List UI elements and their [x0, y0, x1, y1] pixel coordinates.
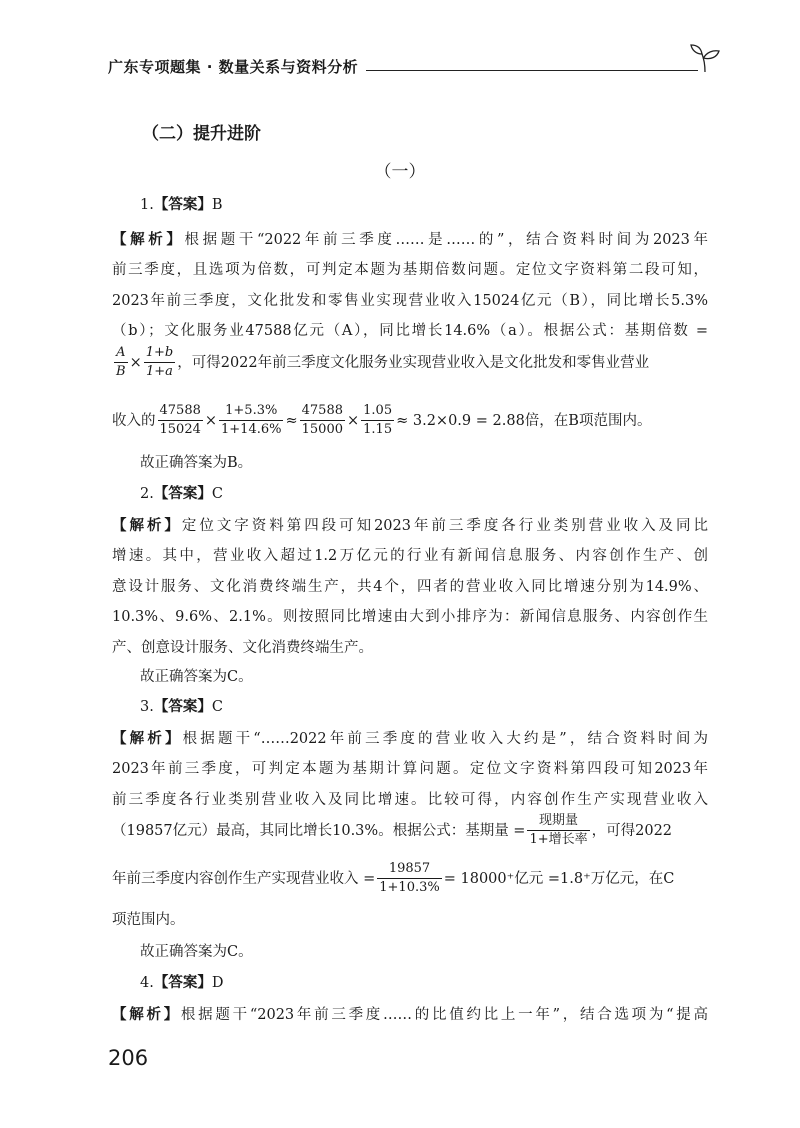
q2-analysis-label: 【解析】	[112, 518, 182, 534]
q3-answer: C	[211, 699, 223, 715]
q1-times-sign: ×	[129, 354, 142, 371]
q1-calc-frac-2: $\frac{1+5.3\%}{1+14.6\%}$	[221, 403, 282, 438]
sub-title: （一）	[374, 162, 426, 182]
q1-calc-suffix: ≈ 3.2×0.9 = 2.88倍，在B项范围内。	[396, 412, 652, 429]
q3-analysis-line-2: 2023年前三季度，可判定本题为基期计算问题。定位文字资料第四段可知2023年	[112, 761, 708, 777]
q4-analysis-text-1: 根据题干“2023年前三季度……的比值约比上一年”，结合选项为“提高	[180, 1007, 708, 1023]
q1-answer-line	[140, 193, 223, 214]
q1-answer-label: 【答案】	[153, 197, 212, 213]
header-rule	[366, 70, 698, 71]
sprout-icon	[688, 42, 722, 76]
q1-analysis-line-4: （b）；文化服务业47588亿元（A），同比增长14.6%（a）。根据公式：基期倍数 =	[112, 323, 708, 339]
q1-calc-approx: ≈	[285, 412, 298, 429]
q1-analysis-line-2: 前三季度，且选项为倍数，可判定本题为基期倍数问题。定位文字资料第二段可知，	[112, 262, 708, 278]
q4-answer-label: 【答案】	[153, 975, 212, 991]
q3-calc-text: 年前三季度内容创作生产实现营业收入 =	[112, 870, 376, 887]
q1-calc-prefix: 收入的	[112, 412, 156, 429]
q1-formula-line	[112, 345, 649, 381]
q3-conclusion: 故正确答案为C。	[140, 944, 253, 960]
q1-fraction-a-b: $\frac{A}{B}$	[116, 345, 126, 380]
q1-calc-times-1: ×	[204, 412, 218, 429]
q3-calc-frac: $\frac{19857}{1+10.3\%}$	[379, 861, 440, 896]
section-title: （二）提升进阶	[142, 124, 261, 144]
q2-answer: C	[211, 486, 223, 502]
q2-analysis-line-1	[112, 514, 708, 535]
q2-answer-line	[140, 482, 223, 503]
q1-fraction-growth: $\frac{1+b}{1+a}$	[145, 345, 174, 380]
q4-answer-line	[140, 971, 223, 992]
q4-number: 4.	[140, 975, 154, 991]
q3-calc-suffix: = 18000⁺亿元 =1.8⁺万亿元，在C	[443, 870, 675, 887]
q2-conclusion: 故正确答案为C。	[140, 669, 253, 685]
q3-number: 3.	[140, 699, 154, 715]
q2-analysis-line-2: 增速。其中，营业收入超过1.2万亿元的行业有新闻信息服务、内容创作生产、创	[112, 548, 708, 564]
q3-analysis-line-1	[112, 727, 708, 748]
q1-calc-line	[112, 403, 651, 439]
q2-number: 2.	[140, 486, 154, 502]
q4-answer: D	[211, 975, 224, 991]
q2-analysis-line-5: 产、创意设计服务、文化消费终端生产。	[112, 640, 373, 656]
q3-analysis-text-1: 根据题干“……2022年前三季度的营业收入大约是”，结合资料时间为	[182, 731, 708, 747]
running-header	[108, 54, 714, 84]
q1-number: 1.	[140, 197, 154, 213]
q1-conclusion: 故正确答案为B。	[140, 455, 253, 471]
q3-answer-line	[140, 695, 223, 716]
q1-analysis-label: 【解析】	[112, 232, 185, 248]
page-number: 206	[108, 1046, 149, 1070]
q1-calc-frac-4: $\frac{1.05}{1.15}$	[363, 403, 393, 438]
q3-formula-text: （19857亿元）最高，其同比增长10.3%。根据公式：基期量 =	[112, 822, 526, 839]
q1-answer: B	[211, 197, 223, 213]
q1-calc-times-2: ×	[347, 412, 360, 429]
q3-analysis-label: 【解析】	[112, 731, 183, 747]
q2-analysis-line-4: 10.3%、9.6%、2.1%。则按照同比增速由大到小排序为：新闻信息服务、内容创作生	[112, 609, 708, 625]
q2-analysis-line-3: 意设计服务、文化消费终端生产，共4个，四者的营业收入同比增速分别为14.9%、	[112, 579, 708, 595]
q2-analysis-text-1: 定位文字资料第四段可知2023年前三季度各行业类别营业收入及同比	[181, 518, 708, 534]
q1-analysis-line-3: 2023年前三季度，文化批发和零售业实现营业收入15024亿元（B），同比增长5.3%	[112, 293, 708, 309]
q3-analysis-line-6: 项范围内。	[112, 912, 185, 928]
q1-analysis-text-1: 根据题干“2022年前三季度……是……的”，结合资料时间为2023年	[184, 232, 708, 248]
q3-analysis-line-3: 前三季度各行业类别营业收入及同比增速。比较可得，内容创作生产实现营业收入	[112, 792, 708, 808]
q3-answer-label: 【答案】	[153, 699, 212, 715]
q2-answer-label: 【答案】	[153, 486, 212, 502]
q1-calc-frac-3: $\frac{47588}{15000}$	[301, 403, 343, 438]
q4-analysis-label: 【解析】	[112, 1007, 181, 1023]
q1-calc-frac-1: $\frac{47588}{15024}$	[159, 403, 201, 438]
q1-analysis-line-1	[112, 228, 708, 249]
header-title: 广东专项题集 · 数量关系与资料分析	[108, 58, 359, 76]
q3-formula-suffix: ，可得2022	[591, 822, 673, 839]
q4-analysis-line-1	[112, 1003, 708, 1024]
q3-fraction-base: $\frac{\text{现期量}}{\text{1+增长率}}$	[529, 813, 588, 848]
q3-formula-line	[112, 813, 672, 849]
q3-calc-line	[112, 861, 674, 897]
q1-formula-text: ，可得2022年前三季度文化服务业实现营业收入是文化批发和零售业营业	[177, 354, 650, 371]
